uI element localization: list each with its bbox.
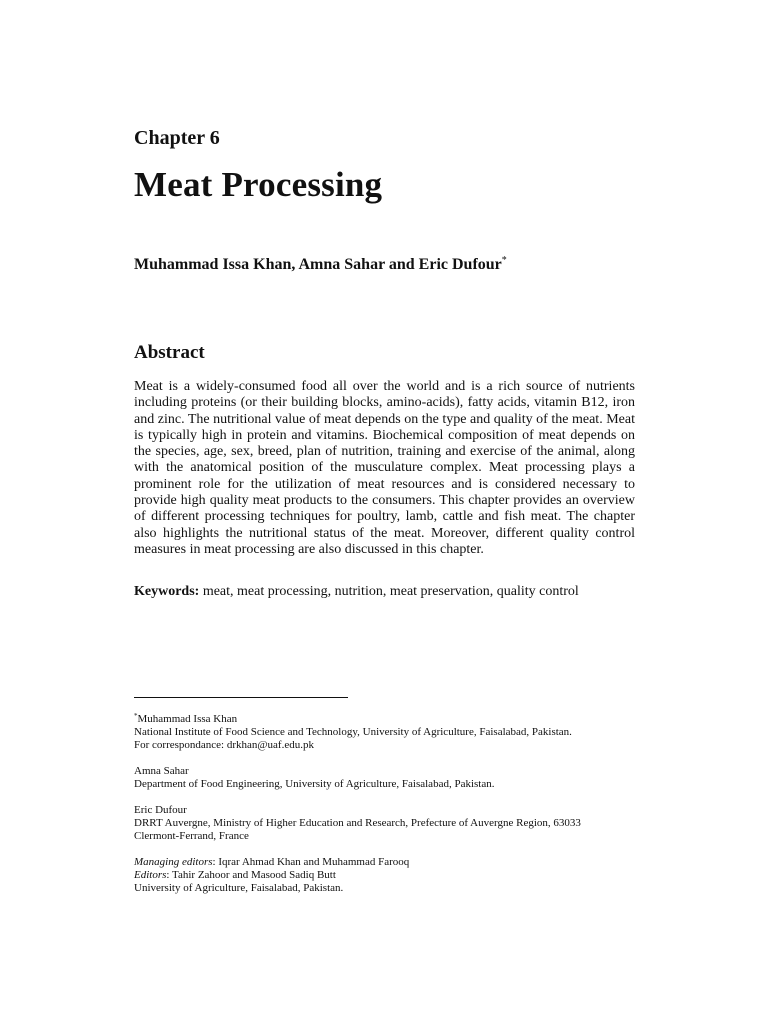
footnote-divider	[134, 697, 348, 698]
footnote-author-1-name: Muhammad Issa Khan	[137, 713, 238, 725]
footnote-editors	[134, 856, 654, 895]
footnote-author-2	[134, 765, 654, 791]
abstract-heading: Abstract	[134, 342, 205, 363]
footnote-author-3-name: Eric Dufour	[134, 804, 187, 816]
managing-editors-label: Managing editors	[134, 856, 213, 868]
editors-names: : Tahir Zahoor and Masood Sadiq Butt	[166, 869, 336, 881]
footnote-author-1-correspondence: For correspondance: drkhan@uaf.edu.pk	[134, 739, 314, 751]
keywords-line	[134, 583, 579, 600]
footnote-author-1-name-line	[134, 713, 654, 726]
editors-institution: University of Agriculture, Faisalabad, Pakistan.	[134, 882, 344, 894]
keywords-label: Keywords:	[134, 584, 200, 599]
footnote-author-2-affiliation: Department of Food Engineering, University of Agriculture, Faisalabad, Pakistan.	[134, 778, 495, 790]
footnote-marker: *	[134, 712, 138, 720]
chapter-title: Meat Processing	[134, 165, 383, 204]
managing-editors-names: : Iqrar Ahmad Khan and Muhammad Farooq	[212, 856, 410, 868]
footnote-author-3-affiliation-line-2: Clermont-Ferrand, France	[134, 830, 249, 842]
footnote-author-2-name: Amna Sahar	[134, 765, 189, 777]
managing-editors-line	[134, 856, 654, 869]
footnote-author-1	[134, 713, 654, 752]
author-list	[134, 256, 507, 274]
footnotes	[134, 713, 654, 908]
editors-label: Editors	[134, 869, 167, 881]
footnote-author-3	[134, 804, 654, 843]
footnote-author-1-affiliation: National Institute of Food Science and Technology, University of Agriculture, Faisalabad, Pakistan.	[134, 726, 572, 738]
author-names: Muhammad Issa Khan, Amna Sahar and Eric Dufour	[134, 256, 502, 273]
abstract-body: Meat is a widely-consumed food all over the world and is a rich source of nutrients including proteins (or their building blocks, amino-acids), fatty acids, vitamin B12, iron and zinc. The nutritional value of meat depends on the type and quality of the meat. Meat is typically high in protein and vitamins. Biochemical composition of meat depends on the species, age, sex, breed, plan of nutrition, training and exercise of the animal, along with the anatomical position of the musculature complex. Meat processing plays a prominent role for the utilization of meat resources and is considered necessary to provide high quality meat products to the consumers. This chapter provides an overview of different processing techniques for poultry, lamb, cattle and fish meat. The chapter also highlights the nutritional status of the meat. Moreover, different quality control measures in meat processing are also discussed in this chapter.	[134, 379, 635, 557]
corresponding-author-marker: *	[501, 255, 507, 266]
keywords-list: meat, meat processing, nutrition, meat preservation, quality control	[202, 584, 579, 599]
editors-line	[134, 869, 654, 882]
footnote-author-3-affiliation-line-1: DRRT Auvergne, Ministry of Higher Education and Research, Prefecture of Auvergne Region, 63033	[134, 817, 581, 829]
chapter-label: Chapter 6	[134, 127, 220, 149]
